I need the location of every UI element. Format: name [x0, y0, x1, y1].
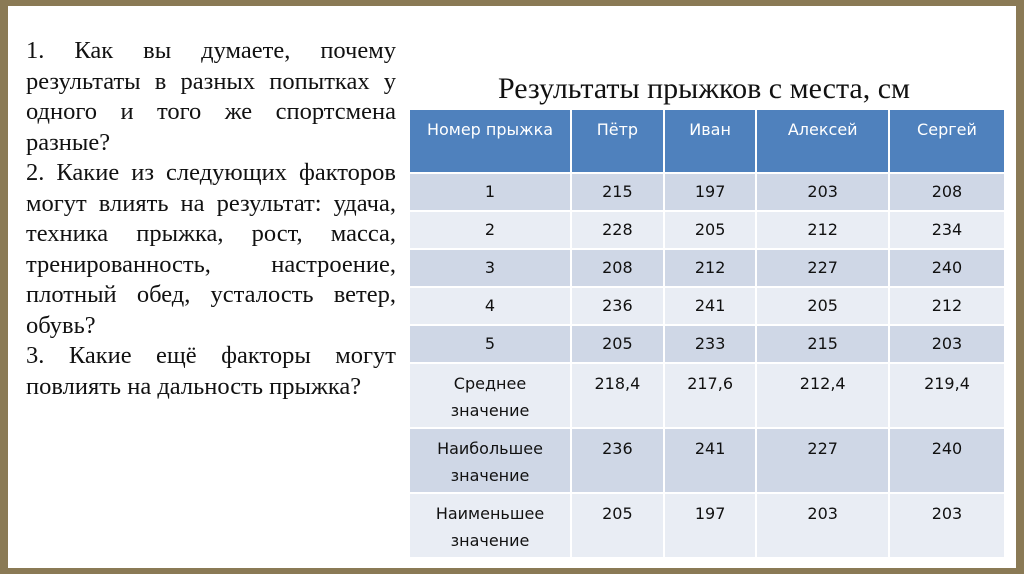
- table-row-average: [409, 363, 1005, 428]
- cell-value: 197: [664, 493, 757, 558]
- cell-value: 208: [571, 249, 664, 287]
- table-header-row: [409, 109, 1005, 173]
- question-1: 1. Как вы думаете, почему результаты в разных попытках у одного и того же спортсмена разные?: [26, 37, 396, 156]
- row-label: 5: [409, 325, 571, 363]
- cell-value: 241: [664, 287, 757, 325]
- cell-value: 218,4: [571, 363, 664, 428]
- row-label: Среднее значение: [409, 363, 571, 428]
- cell-value: 240: [889, 249, 1005, 287]
- cell-value: 219,4: [889, 363, 1005, 428]
- row-label: 2: [409, 211, 571, 249]
- table-row: [409, 325, 1005, 363]
- table-row: [409, 249, 1005, 287]
- results-table: [408, 108, 1006, 559]
- table-row: [409, 173, 1005, 211]
- table-title: Результаты прыжков с места, см: [497, 72, 911, 105]
- table-row: [409, 287, 1005, 325]
- cell-value: 212: [664, 249, 757, 287]
- cell-value: 205: [571, 493, 664, 558]
- header-ivan: Иван: [664, 109, 757, 173]
- questions-block: [26, 36, 396, 402]
- cell-value: 241: [664, 428, 757, 493]
- header-petr: Пётр: [571, 109, 664, 173]
- cell-value: 203: [889, 325, 1005, 363]
- cell-value: 227: [756, 428, 888, 493]
- cell-value: 217,6: [664, 363, 757, 428]
- cell-value: 215: [756, 325, 888, 363]
- cell-value: 212: [889, 287, 1005, 325]
- cell-value: 212,4: [756, 363, 888, 428]
- cell-value: 205: [664, 211, 757, 249]
- cell-value: 203: [889, 493, 1005, 558]
- cell-value: 205: [756, 287, 888, 325]
- slide: [8, 6, 1016, 568]
- header-aleksei: Алексей: [756, 109, 888, 173]
- cell-value: 203: [756, 173, 888, 211]
- table-row-min: [409, 493, 1005, 558]
- cell-value: 205: [571, 325, 664, 363]
- cell-value: 233: [664, 325, 757, 363]
- row-label: Наибольшее значение: [409, 428, 571, 493]
- cell-value: 197: [664, 173, 757, 211]
- row-label: 1: [409, 173, 571, 211]
- header-sergei: Сергей: [889, 109, 1005, 173]
- cell-value: 215: [571, 173, 664, 211]
- question-3: 3. Какие ещё факторы могут повлиять на дальность прыжка?: [26, 342, 396, 400]
- cell-value: 227: [756, 249, 888, 287]
- cell-value: 236: [571, 428, 664, 493]
- question-2: 2. Какие из следующих факторов могут влиять на результат: удача, техника прыжка, рост, масса, тренированность, настроение, плотный обед, усталость ветер, обувь?: [26, 159, 396, 339]
- cell-value: 203: [756, 493, 888, 558]
- cell-value: 228: [571, 211, 664, 249]
- cell-value: 240: [889, 428, 1005, 493]
- row-label: 3: [409, 249, 571, 287]
- row-label: 4: [409, 287, 571, 325]
- cell-value: 234: [889, 211, 1005, 249]
- cell-value: 212: [756, 211, 888, 249]
- cell-value: 208: [889, 173, 1005, 211]
- table-row: [409, 211, 1005, 249]
- table-row-max: [409, 428, 1005, 493]
- header-jump-number: Номер прыжка: [409, 109, 571, 173]
- row-label: Наименьшее значение: [409, 493, 571, 558]
- cell-value: 236: [571, 287, 664, 325]
